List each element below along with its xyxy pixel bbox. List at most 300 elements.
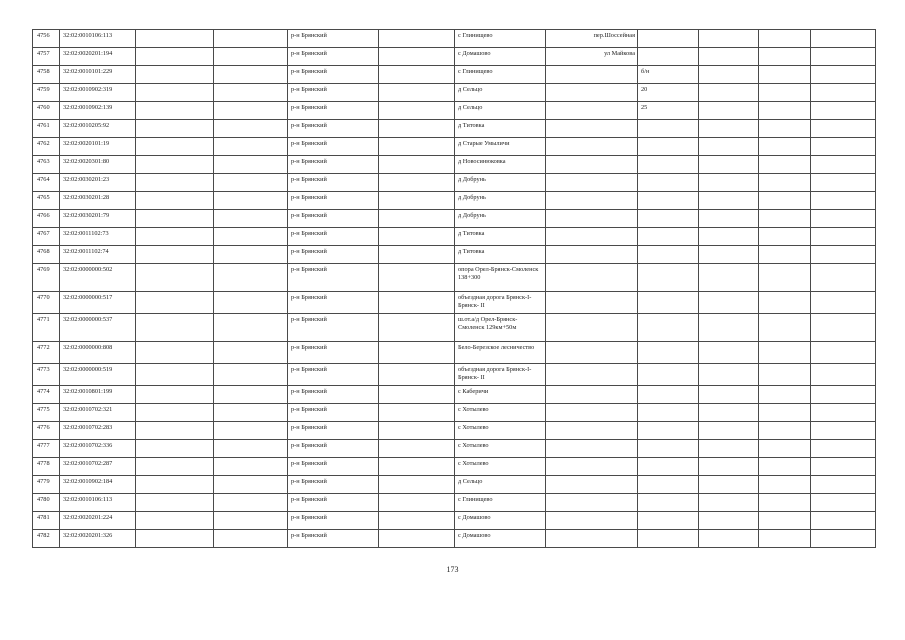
table-cell [136, 30, 214, 48]
table-cell: 4767 [33, 228, 60, 246]
table-row [33, 30, 876, 48]
table-cell: с Домашово [455, 48, 546, 66]
table-row [33, 292, 876, 314]
table-row [33, 246, 876, 264]
table-cell: 4782 [33, 530, 60, 548]
table-cell [759, 66, 811, 84]
table-cell: р-н Брянский [288, 342, 379, 364]
table-cell [379, 102, 455, 120]
table-cell [546, 404, 638, 422]
table-cell [699, 476, 759, 494]
table-cell [546, 66, 638, 84]
table-cell [638, 494, 699, 512]
table-cell: пер.Шоссейная [546, 30, 638, 48]
table-cell: 32:02:0010702:287 [60, 458, 136, 476]
table-cell [638, 138, 699, 156]
table-cell: р-н Брянский [288, 512, 379, 530]
table-cell [379, 530, 455, 548]
table-cell: 4780 [33, 494, 60, 512]
table-cell: 32:02:0010702:283 [60, 422, 136, 440]
table-cell: 4768 [33, 246, 60, 264]
table-cell [214, 246, 288, 264]
table-cell: 4760 [33, 102, 60, 120]
table-row [33, 530, 876, 548]
table-cell [811, 458, 876, 476]
table-cell: д Титовка [455, 120, 546, 138]
table-cell [811, 342, 876, 364]
table-cell [136, 120, 214, 138]
table-cell [214, 364, 288, 386]
table-cell [759, 138, 811, 156]
table-row [33, 404, 876, 422]
table-cell [214, 138, 288, 156]
table-row [33, 440, 876, 458]
table-cell [546, 494, 638, 512]
table-row [33, 364, 876, 386]
table-cell: р-н Брянский [288, 364, 379, 386]
table-cell [214, 530, 288, 548]
table-cell [214, 264, 288, 292]
table-cell [214, 476, 288, 494]
table-row [33, 192, 876, 210]
table-cell: Бело-Березское лесничество [455, 342, 546, 364]
table-cell [379, 120, 455, 138]
table-cell [699, 30, 759, 48]
table-cell [379, 512, 455, 530]
table-cell [638, 476, 699, 494]
table-cell [136, 246, 214, 264]
table-cell: 32:02:0010902:184 [60, 476, 136, 494]
table-cell: с Глинищево [455, 66, 546, 84]
table-cell [759, 458, 811, 476]
table-cell [811, 494, 876, 512]
table-row [33, 174, 876, 192]
table-cell [136, 386, 214, 404]
table-cell [811, 138, 876, 156]
table-cell: 32:02:0010205:92 [60, 120, 136, 138]
table-cell [546, 120, 638, 138]
table-cell: б/н [638, 66, 699, 84]
table-cell [699, 292, 759, 314]
table-cell: д Добрунь [455, 210, 546, 228]
table-cell [759, 422, 811, 440]
table-cell [379, 174, 455, 192]
table-cell: 32:02:0020101:19 [60, 138, 136, 156]
table-cell: 32:02:0000000:808 [60, 342, 136, 364]
table-cell [811, 246, 876, 264]
table-cell [379, 342, 455, 364]
table-cell: р-н Брянский [288, 314, 379, 342]
table-cell [214, 48, 288, 66]
table-cell [214, 192, 288, 210]
table-cell [638, 364, 699, 386]
table-cell: 4771 [33, 314, 60, 342]
table-cell [638, 386, 699, 404]
table-cell [214, 440, 288, 458]
table-row [33, 138, 876, 156]
table-cell: р-н Брянский [288, 494, 379, 512]
table-cell [811, 476, 876, 494]
registry-table [32, 29, 876, 548]
table-cell [638, 210, 699, 228]
table-cell [214, 494, 288, 512]
table-cell [638, 48, 699, 66]
table-cell [811, 530, 876, 548]
table-cell [759, 228, 811, 246]
table-row [33, 386, 876, 404]
table-cell [136, 156, 214, 174]
table-cell [811, 192, 876, 210]
table-cell [811, 48, 876, 66]
table-cell [546, 476, 638, 494]
table-cell [379, 264, 455, 292]
table-cell: 4759 [33, 84, 60, 102]
table-cell: д Титовка [455, 246, 546, 264]
table-cell: р-н Брянский [288, 102, 379, 120]
table-cell: ш.от.а/д Орел-Брянск-Смоленск 129км+50м [455, 314, 546, 342]
table-cell [214, 422, 288, 440]
table-cell [759, 48, 811, 66]
table-cell [811, 84, 876, 102]
table-cell: 25 [638, 102, 699, 120]
table-cell [638, 512, 699, 530]
table-cell: 4769 [33, 264, 60, 292]
table-cell [214, 314, 288, 342]
table-cell: р-н Брянский [288, 228, 379, 246]
table-cell: 4762 [33, 138, 60, 156]
table-cell: 4761 [33, 120, 60, 138]
table-cell [699, 228, 759, 246]
table-cell [811, 156, 876, 174]
table-cell [136, 210, 214, 228]
table-cell [699, 264, 759, 292]
table-cell: 32:02:0010702:321 [60, 404, 136, 422]
table-cell [699, 386, 759, 404]
table-cell [136, 530, 214, 548]
table-cell: р-н Брянский [288, 120, 379, 138]
table-cell [699, 440, 759, 458]
table-cell: 32:02:0010801:199 [60, 386, 136, 404]
table-cell: 4770 [33, 292, 60, 314]
table-cell: 32:02:0020301:80 [60, 156, 136, 174]
table-cell [214, 386, 288, 404]
table-cell [136, 138, 214, 156]
table-cell: р-н Брянский [288, 422, 379, 440]
table-cell [699, 48, 759, 66]
table-cell: р-н Брянский [288, 404, 379, 422]
table-cell [136, 494, 214, 512]
table-cell [759, 440, 811, 458]
table-cell [214, 228, 288, 246]
table-row [33, 458, 876, 476]
table-cell: 4772 [33, 342, 60, 364]
table-cell [214, 342, 288, 364]
table-cell [379, 228, 455, 246]
table-cell [136, 422, 214, 440]
table-cell: 32:02:0000000:519 [60, 364, 136, 386]
table-cell [699, 342, 759, 364]
table-row [33, 156, 876, 174]
table-cell [379, 458, 455, 476]
table-cell [379, 314, 455, 342]
table-cell [546, 210, 638, 228]
table-cell: д Сельцо [455, 476, 546, 494]
table-cell [811, 66, 876, 84]
table-cell [379, 210, 455, 228]
table-cell: р-н Брянский [288, 66, 379, 84]
table-cell: д Старые Умыличи [455, 138, 546, 156]
table-cell [214, 404, 288, 422]
table-cell [546, 174, 638, 192]
table-cell: 32:02:0000000:537 [60, 314, 136, 342]
table-cell [638, 422, 699, 440]
table-cell [546, 264, 638, 292]
table-cell [759, 246, 811, 264]
table-cell [214, 458, 288, 476]
table-cell [759, 342, 811, 364]
table-cell: 20 [638, 84, 699, 102]
table-cell: 32:02:0020201:224 [60, 512, 136, 530]
table-cell [546, 364, 638, 386]
table-body [33, 30, 876, 548]
table-cell: р-н Брянский [288, 192, 379, 210]
table-cell [811, 210, 876, 228]
table-cell [811, 386, 876, 404]
table-cell [136, 404, 214, 422]
table-cell: 32:02:0011102:74 [60, 246, 136, 264]
table-cell [638, 342, 699, 364]
table-cell: 4777 [33, 440, 60, 458]
table-cell [546, 342, 638, 364]
table-cell [546, 512, 638, 530]
table-cell [699, 364, 759, 386]
table-cell [759, 84, 811, 102]
table-cell: 32:02:0020201:194 [60, 48, 136, 66]
table-cell [759, 314, 811, 342]
table-cell [379, 84, 455, 102]
table-cell [638, 120, 699, 138]
table-cell [136, 192, 214, 210]
table-cell [379, 422, 455, 440]
table-cell [379, 138, 455, 156]
table-row [33, 314, 876, 342]
table-cell [136, 66, 214, 84]
table-row [33, 512, 876, 530]
table-cell [214, 174, 288, 192]
table-cell [699, 156, 759, 174]
table-cell: р-н Брянский [288, 292, 379, 314]
table-cell: р-н Брянский [288, 530, 379, 548]
table-cell: р-н Брянский [288, 48, 379, 66]
table-cell: р-н Брянский [288, 458, 379, 476]
table-cell [214, 30, 288, 48]
table-cell [136, 342, 214, 364]
table-cell: р-н Брянский [288, 30, 379, 48]
table-cell: с Хотылево [455, 458, 546, 476]
table-cell [379, 386, 455, 404]
table-cell [214, 102, 288, 120]
table-cell [699, 314, 759, 342]
table-cell: д Сельцо [455, 102, 546, 120]
table-cell [759, 120, 811, 138]
table-cell [546, 530, 638, 548]
table-cell [638, 156, 699, 174]
table-cell: 32:02:0010902:139 [60, 102, 136, 120]
table-cell: с Домашово [455, 512, 546, 530]
table-cell [759, 210, 811, 228]
table-cell [811, 440, 876, 458]
table-cell [546, 246, 638, 264]
table-cell [811, 422, 876, 440]
table-cell: с Хотылево [455, 404, 546, 422]
table-cell: 32:02:0020201:326 [60, 530, 136, 548]
table-cell [136, 440, 214, 458]
table-cell: с Домашово [455, 530, 546, 548]
table-cell [546, 102, 638, 120]
table-cell: 4774 [33, 386, 60, 404]
table-cell: р-н Брянский [288, 476, 379, 494]
table-cell [546, 440, 638, 458]
table-cell: р-н Брянский [288, 210, 379, 228]
table-row [33, 342, 876, 364]
table-cell [638, 530, 699, 548]
table-cell: объездная дорога Брянск-I- Брянск- II [455, 292, 546, 314]
table-cell [811, 314, 876, 342]
table-cell [546, 192, 638, 210]
table-cell [546, 458, 638, 476]
table-cell [546, 292, 638, 314]
table-cell [699, 120, 759, 138]
table-cell [638, 192, 699, 210]
table-cell: 32:02:0030201:23 [60, 174, 136, 192]
table-cell [699, 246, 759, 264]
table-cell [811, 512, 876, 530]
table-cell [546, 228, 638, 246]
table-cell [699, 494, 759, 512]
table-cell [638, 314, 699, 342]
table-cell: 4764 [33, 174, 60, 192]
table-cell [379, 48, 455, 66]
table-cell: р-н Брянский [288, 156, 379, 174]
table-row [33, 494, 876, 512]
table-cell: 4756 [33, 30, 60, 48]
table-cell: 4775 [33, 404, 60, 422]
table-cell [811, 364, 876, 386]
table-cell: 4773 [33, 364, 60, 386]
table-cell: д Сельцо [455, 84, 546, 102]
table-cell [136, 102, 214, 120]
table-cell [699, 458, 759, 476]
table-row [33, 210, 876, 228]
table-cell [546, 422, 638, 440]
table-cell: ул Майкова [546, 48, 638, 66]
table-cell [811, 120, 876, 138]
table-cell [759, 192, 811, 210]
table-cell: р-н Брянский [288, 246, 379, 264]
table-cell: 32:02:0030201:79 [60, 210, 136, 228]
table-cell: 32:02:0010902:319 [60, 84, 136, 102]
table-cell [546, 138, 638, 156]
table-cell: р-н Брянский [288, 386, 379, 404]
table-cell [811, 404, 876, 422]
table-cell [759, 174, 811, 192]
table-cell: объездная дорога Брянск-I- Брянск- II [455, 364, 546, 386]
table-cell [638, 458, 699, 476]
table-cell [638, 440, 699, 458]
table-cell [699, 174, 759, 192]
table-cell [811, 174, 876, 192]
table-cell [379, 292, 455, 314]
table-cell [546, 84, 638, 102]
table-cell [759, 30, 811, 48]
table-cell [638, 30, 699, 48]
table-cell [136, 174, 214, 192]
table-cell [379, 156, 455, 174]
table-cell: 4758 [33, 66, 60, 84]
table-cell [379, 440, 455, 458]
table-cell [699, 210, 759, 228]
table-cell: 32:02:0000000:502 [60, 264, 136, 292]
table-cell [136, 476, 214, 494]
table-cell [136, 314, 214, 342]
table-cell: д Новосинюковка [455, 156, 546, 174]
table-cell [759, 404, 811, 422]
table-cell [811, 228, 876, 246]
table-cell [759, 102, 811, 120]
table-cell: р-н Брянский [288, 174, 379, 192]
table-cell [699, 102, 759, 120]
table-cell [214, 66, 288, 84]
table-cell: 4781 [33, 512, 60, 530]
table-cell: 32:02:0011102:73 [60, 228, 136, 246]
table-cell [759, 156, 811, 174]
table-cell [214, 120, 288, 138]
table-cell [699, 138, 759, 156]
table-cell [136, 228, 214, 246]
table-cell [136, 292, 214, 314]
table-cell [759, 386, 811, 404]
table-cell: опора Орел-Брянск-Смоленск 138+300 [455, 264, 546, 292]
table-cell [214, 512, 288, 530]
table-cell [638, 246, 699, 264]
table-cell [638, 174, 699, 192]
table-cell: д Добрунь [455, 192, 546, 210]
table-cell [214, 156, 288, 174]
table-cell [811, 264, 876, 292]
table-cell [379, 30, 455, 48]
table-row [33, 228, 876, 246]
table-cell: 4763 [33, 156, 60, 174]
table-cell: 4766 [33, 210, 60, 228]
table-cell: д Добрунь [455, 174, 546, 192]
table-cell [759, 512, 811, 530]
table-cell [379, 192, 455, 210]
table-row [33, 66, 876, 84]
table-cell: р-н Брянский [288, 84, 379, 102]
table-cell: 4778 [33, 458, 60, 476]
table-cell [379, 246, 455, 264]
table-row [33, 120, 876, 138]
table-cell [811, 102, 876, 120]
table-cell: р-н Брянский [288, 440, 379, 458]
table-cell: с Хотылево [455, 440, 546, 458]
table-cell [379, 404, 455, 422]
table-cell [759, 476, 811, 494]
table-cell: 32:02:0010106:113 [60, 494, 136, 512]
table-cell: 32:02:0010702:336 [60, 440, 136, 458]
table-cell: с Глинищево [455, 494, 546, 512]
table-cell: с Глинищево [455, 30, 546, 48]
